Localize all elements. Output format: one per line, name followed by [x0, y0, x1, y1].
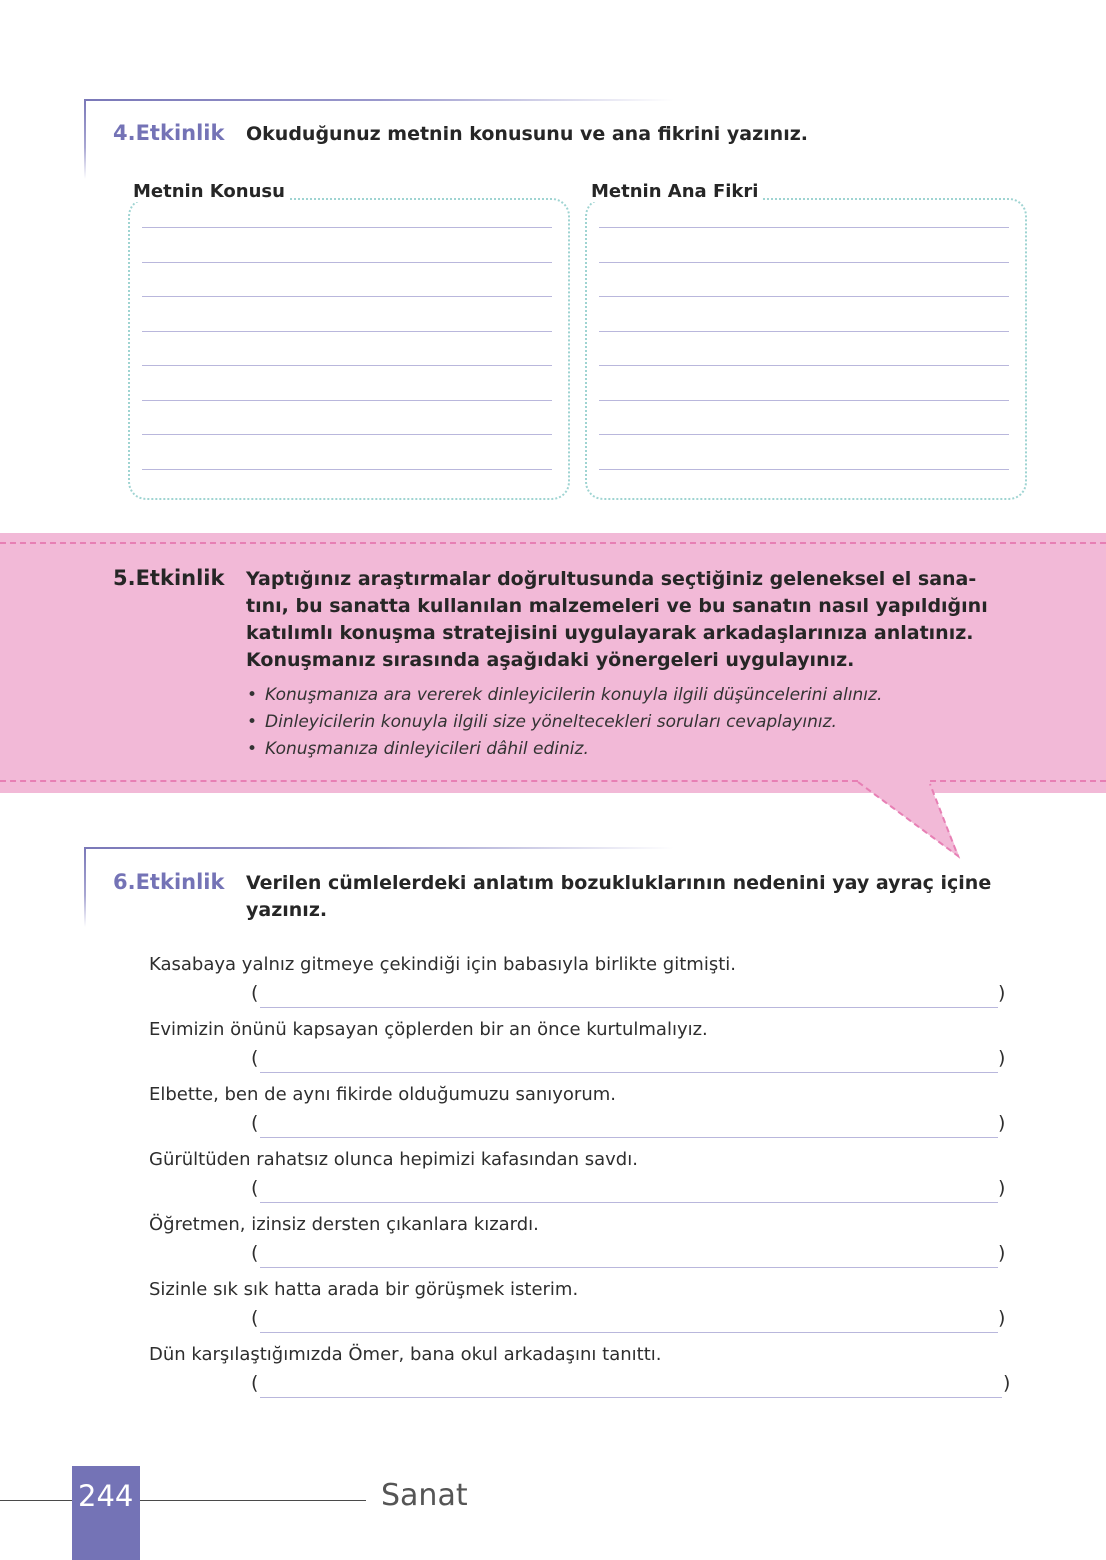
- section-frame-top: [84, 99, 674, 101]
- bullet-item: • Konuşmanıza dinleyicileri dâhil ediniz.: [247, 739, 589, 759]
- sentence: Elbette, ben de aynı fikirde olduğumuzu sanıyorum.: [149, 1084, 616, 1105]
- open-paren: (: [251, 1047, 259, 1069]
- section-frame-left: [84, 847, 86, 927]
- answer-line[interactable]: [260, 1007, 998, 1008]
- open-paren: (: [251, 982, 259, 1004]
- writing-line[interactable]: [599, 434, 1009, 435]
- close-paren: ): [998, 1112, 1006, 1134]
- activity-5-label: 5.Etkinlik: [113, 566, 225, 590]
- writing-line[interactable]: [142, 262, 552, 263]
- activity-5-line-3: katılımlı konuşma stratejisini uygulayarak arkadaşlarınıza anlatınız.: [246, 622, 974, 644]
- writing-line[interactable]: [599, 262, 1009, 263]
- topic-box-border: [128, 198, 570, 500]
- activity-5-line-4: Konuşmanız sırasında aşağıdaki yönergeleri uygulayınız.: [246, 649, 855, 671]
- close-paren: ): [998, 1177, 1006, 1199]
- sentence: Evimizin önünü kapsayan çöplerden bir an önce kurtulmalıyız.: [149, 1019, 708, 1040]
- dashed-border-bottom-right: [930, 780, 1106, 782]
- close-paren: ): [998, 1307, 1006, 1329]
- activity-5-line-2: tını, bu sanatta kullanılan malzemeleri ve bu sanatın nasıl yapıldığını: [246, 595, 988, 617]
- writing-line[interactable]: [599, 400, 1009, 401]
- activity-6-instruction-line-2: yazınız.: [246, 899, 328, 921]
- answer-line[interactable]: [260, 1397, 1002, 1398]
- dashed-border-bottom: [0, 780, 858, 782]
- footer-rule-right: [140, 1500, 366, 1501]
- activity-6-label: 6.Etkinlik: [113, 870, 225, 894]
- answer-line[interactable]: [260, 1072, 998, 1073]
- writing-line[interactable]: [599, 331, 1009, 332]
- writing-line[interactable]: [142, 400, 552, 401]
- writing-line[interactable]: [142, 227, 552, 228]
- close-paren: ): [1003, 1372, 1011, 1394]
- page-number: 244: [78, 1479, 134, 1513]
- writing-line[interactable]: [142, 365, 552, 366]
- dashed-border-top: [0, 542, 1106, 544]
- bullet-item: • Konuşmanıza ara vererek dinleyicilerin konuyla ilgili düşüncelerini alınız.: [247, 685, 883, 705]
- sentence: Dün karşılaştığımızda Ömer, bana okul arkadaşını tanıttı.: [149, 1344, 662, 1365]
- writing-line[interactable]: [142, 296, 552, 297]
- writing-line[interactable]: [599, 296, 1009, 297]
- open-paren: (: [251, 1177, 259, 1199]
- sentence: Sizinle sık sık hatta arada bir görüşmek isterim.: [149, 1279, 579, 1300]
- writing-line[interactable]: [599, 365, 1009, 366]
- activity-6-instruction-line-1: Verilen cümlelerdeki anlatım bozukluklarının nedenini yay ayraç içine: [246, 872, 992, 894]
- open-paren: (: [251, 1372, 259, 1394]
- activity-5-line-1: Yaptığınız araştırmalar doğrultusunda seçtiğiniz geleneksel el sana-: [246, 568, 977, 590]
- main-idea-box-border: [585, 198, 1027, 500]
- open-paren: (: [251, 1307, 259, 1329]
- bullet-item: • Dinleyicilerin konuyla ilgili size yöneltecekleri soruları cevaplayınız.: [247, 712, 837, 732]
- answer-line[interactable]: [260, 1332, 998, 1333]
- sentence: Kasabaya yalnız gitmeye çekindiği için babasıyla birlikte gitmişti.: [149, 954, 736, 975]
- section-frame-left: [84, 99, 86, 179]
- book-title: Sanat: [381, 1478, 468, 1513]
- footer-rule-left: [0, 1500, 72, 1501]
- answer-line[interactable]: [260, 1137, 998, 1138]
- close-paren: ): [998, 1047, 1006, 1069]
- close-paren: ): [998, 1242, 1006, 1264]
- activity-4-label: 4.Etkinlik: [113, 121, 225, 145]
- writing-line[interactable]: [142, 331, 552, 332]
- sentence: Öğretmen, izinsiz dersten çıkanlara kızardı.: [149, 1214, 539, 1235]
- activity-4-instruction: Okuduğunuz metnin konusunu ve ana fikrini yazınız.: [246, 123, 808, 145]
- writing-line[interactable]: [142, 434, 552, 435]
- answer-line[interactable]: [260, 1202, 998, 1203]
- close-paren: ): [998, 982, 1006, 1004]
- writing-line[interactable]: [142, 469, 552, 470]
- open-paren: (: [251, 1112, 259, 1134]
- open-paren: (: [251, 1242, 259, 1264]
- answer-line[interactable]: [260, 1267, 998, 1268]
- topic-box-title: Metnin Konusu: [133, 181, 289, 202]
- speech-bubble-tail: [850, 780, 970, 862]
- section-frame-top: [84, 847, 674, 849]
- writing-line[interactable]: [599, 227, 1009, 228]
- sentence: Gürültüden rahatsız olunca hepimizi kafasından savdı.: [149, 1149, 638, 1170]
- main-idea-box-title: Metnin Ana Fikri: [591, 181, 762, 202]
- writing-line[interactable]: [599, 469, 1009, 470]
